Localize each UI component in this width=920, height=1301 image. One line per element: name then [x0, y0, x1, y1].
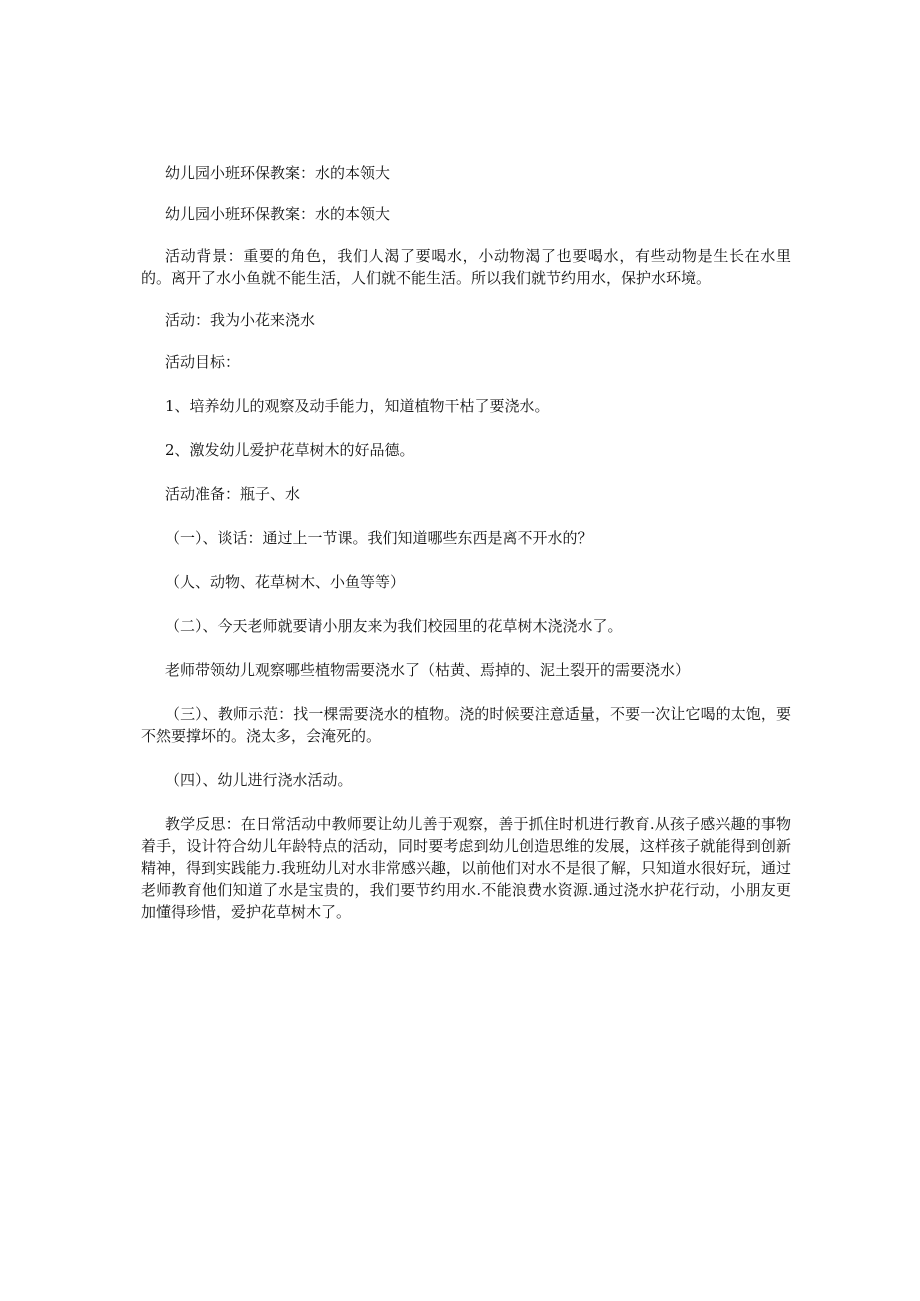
document-body	[141, 162, 791, 923]
goal-item-1: 1、培养幼儿的观察及动手能力，知道植物干枯了要浇水。	[165, 397, 550, 415]
goals-heading: 活动目标：	[165, 353, 241, 371]
document-title-repeat: 幼儿园小班环保教案：水的本领大	[165, 205, 391, 223]
step-1-answer: （人、动物、花草树木、小鱼等等）	[165, 573, 406, 591]
teaching-reflection: 教学反思：在日常活动中教师要让幼儿善于观察，善于抓住时机进行教育.从孩子感兴趣的事物着手，设计符合幼儿年龄特点的活动，同时要考虑到幼儿创造思维的发展，这样孩子就能得到创新精神，得到实践能力.我班幼儿对水非常感兴趣，以前他们对水不是很了解，只知道水很好玩，通过老师教育他们知道了水是宝贵的，我们要节约用水.不能浪费水资源.通过浇水护花行动，小朋友更加懂得珍惜，爱护花草树木了。	[141, 815, 791, 921]
step-1: （一）、谈话：通过上一节课。我们知道哪些东西是离不开水的？	[165, 529, 593, 547]
goal-item-2: 2、激发幼儿爱护花草树木的好品德。	[165, 441, 415, 459]
step-2-detail: 老师带领幼儿观察哪些植物需要浇水了（枯黄、焉掉的、泥土裂开的需要浇水）	[165, 661, 691, 679]
activity-preparation: 活动准备：瓶子、水	[165, 485, 301, 503]
step-2: （二）、今天老师就要请小朋友来为我们校园里的花草树木浇浇水了。	[165, 617, 623, 635]
step-3: （三）、教师示范：找一棵需要浇水的植物。浇的时候要注意适量，不要一次让它喝的太饱，要不然要撑坏的。浇太多，会淹死的。	[141, 705, 791, 745]
activity-name: 活动：我为小花来浇水	[165, 311, 316, 329]
document-title: 幼儿园小班环保教案：水的本领大	[165, 164, 391, 182]
step-4: （四）、幼儿进行浇水活动。	[165, 771, 353, 789]
activity-background: 活动背景：重要的角色，我们人渴了要喝水，小动物渴了也要喝水，有些动物是生长在水里的。离开了水小鱼就不能生活，人们就不能生活。所以我们就节约用水，保护水环境。	[141, 247, 791, 287]
